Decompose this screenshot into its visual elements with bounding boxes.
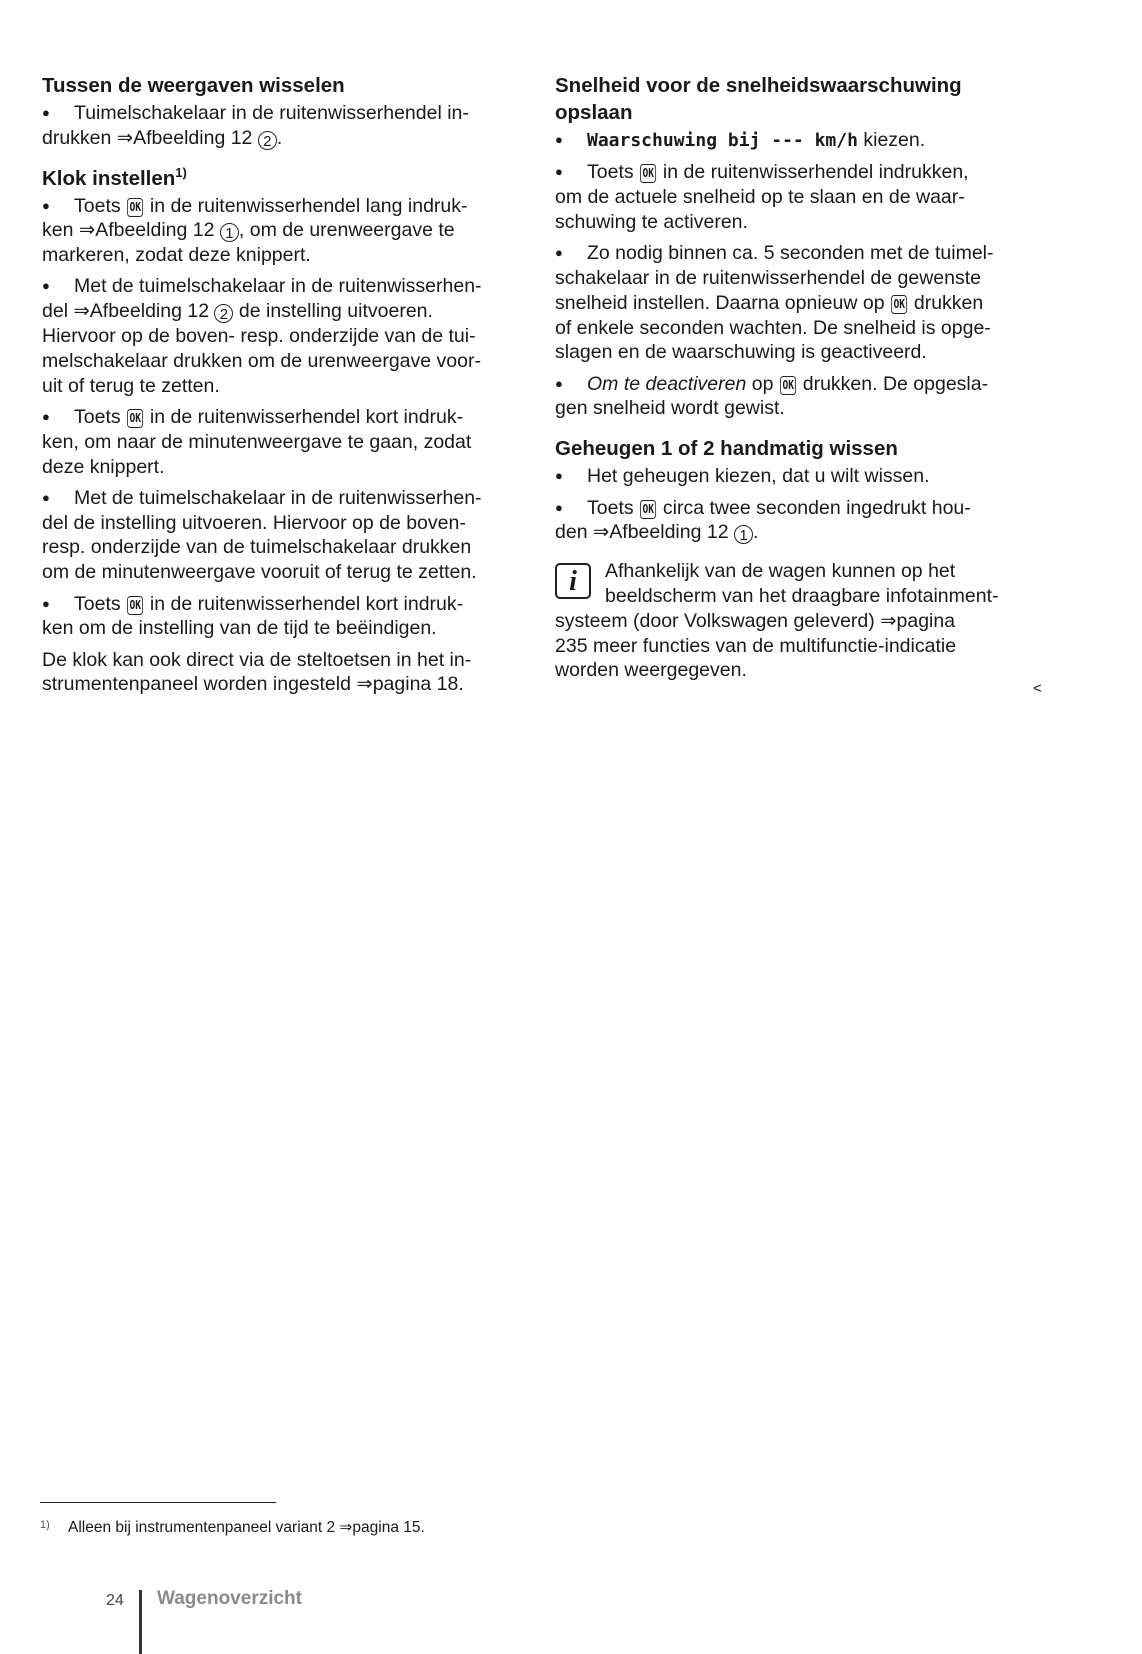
footnote-reference: 1) xyxy=(175,164,187,180)
text: snelheid instellen. Daarna opnieuw op xyxy=(555,291,890,314)
text-line xyxy=(42,648,542,673)
text: de instelling uitvoeren. xyxy=(233,300,433,323)
right-column xyxy=(555,72,1075,690)
text-line xyxy=(42,535,542,560)
bullet-item xyxy=(555,464,1075,489)
text-line xyxy=(555,340,1075,365)
text: schakelaar in de ruitenwisserhendel de gewenste xyxy=(555,266,982,289)
heading-text: Klok instellen xyxy=(42,166,176,190)
footnote-divider xyxy=(40,1502,276,1503)
bullet-item xyxy=(555,241,1075,365)
text-line xyxy=(42,455,542,480)
text: in de ruitenwisserhendel kort indruk- xyxy=(144,405,464,428)
text-line xyxy=(42,126,542,151)
text-line xyxy=(555,185,1075,210)
footnote-marker: 1) xyxy=(40,1519,50,1531)
bullet-item xyxy=(555,128,1075,154)
text-line xyxy=(555,609,1075,634)
section-heading xyxy=(555,72,1075,126)
text: markeren, zodat deze knippert. xyxy=(42,244,311,267)
bullet-item xyxy=(42,592,542,642)
bullet-icon: ● xyxy=(555,499,563,515)
bullet-item xyxy=(42,405,542,479)
text: deze knippert. xyxy=(42,455,165,478)
footnote-text: Alleen bij instrumentenpaneel variant 2 ⇒pagina 15. xyxy=(68,1519,425,1536)
text: Toets xyxy=(74,405,127,428)
text: op xyxy=(746,372,779,395)
section-end-mark: < xyxy=(1033,680,1042,697)
text: del de instelling uitvoeren. Hiervoor op de boven- xyxy=(42,511,466,534)
text-line xyxy=(555,520,1075,545)
text: drukken ⇒Afbeelding 12 xyxy=(42,126,258,149)
text: Toets xyxy=(74,592,127,615)
footnote xyxy=(40,1518,425,1537)
text: Toets xyxy=(74,194,127,217)
section-heading xyxy=(42,165,542,192)
text: del ⇒Afbeelding 12 xyxy=(42,300,215,323)
bullet-icon: ● xyxy=(555,468,563,484)
text: Zo nodig binnen ca. 5 seconden met de tuimel- xyxy=(587,242,994,265)
text-line xyxy=(555,658,1075,683)
text: uit of terug te zetten. xyxy=(42,374,220,397)
bullet-icon: ● xyxy=(42,595,50,611)
text: den ⇒Afbeelding 12 xyxy=(555,521,734,544)
left-column xyxy=(42,72,542,704)
info-note xyxy=(555,559,1075,683)
ok-key-icon: OK xyxy=(127,409,143,428)
text-line xyxy=(42,194,542,219)
bullet-item xyxy=(42,101,542,151)
text: Het geheugen kiezen, dat u wilt wissen. xyxy=(587,465,930,488)
text: . xyxy=(276,126,283,149)
text-line xyxy=(555,559,1075,584)
text: Toets xyxy=(587,161,640,184)
text-line xyxy=(42,374,542,399)
text-line xyxy=(555,241,1075,266)
ok-key-icon: OK xyxy=(127,198,143,217)
heading-text: Geheugen 1 of 2 handmatig wissen xyxy=(555,437,898,461)
info-icon: i xyxy=(555,563,591,599)
section-heading xyxy=(42,72,542,99)
circled-number-icon: 1 xyxy=(220,223,239,242)
bullet-icon: ● xyxy=(42,489,50,505)
circled-number-icon: 1 xyxy=(734,525,753,544)
bullet-icon: ● xyxy=(42,197,50,213)
text: ken ⇒Afbeelding 12 xyxy=(42,219,220,242)
text-line xyxy=(555,634,1075,659)
text-line xyxy=(42,511,542,536)
text: ken, om naar de minutenweergave te gaan, zodat xyxy=(42,430,472,453)
text: melschakelaar drukken om de urenweergave voor- xyxy=(42,349,481,372)
bullet-item xyxy=(555,496,1075,546)
ok-key-icon: OK xyxy=(780,376,796,395)
text-line xyxy=(555,291,1075,316)
text: in de ruitenwisserhendel kort indruk- xyxy=(144,592,464,615)
circled-number-icon: 2 xyxy=(214,304,233,323)
emphasis-text: Om te deactiveren xyxy=(587,372,747,395)
bullet-item xyxy=(42,194,542,268)
text: beeldscherm van het draagbare infotainment- xyxy=(605,584,999,607)
ok-key-icon: OK xyxy=(127,596,143,615)
bullet-icon: ● xyxy=(42,278,50,294)
text: resp. onderzijde van de tuimelschakelaar drukken xyxy=(42,536,472,559)
text: Hiervoor op de boven- resp. onderzijde van de tui- xyxy=(42,325,476,348)
text-line xyxy=(42,299,542,324)
text: in de ruitenwisserhendel lang indruk- xyxy=(144,194,468,217)
text-line xyxy=(555,316,1075,341)
bullet-icon: ● xyxy=(42,408,50,424)
bullet-icon: ● xyxy=(555,375,563,391)
text-line xyxy=(555,266,1075,291)
display-text: Waarschuwing bij --- km/h xyxy=(587,130,858,151)
heading-text: Tussen de weergaven wisselen xyxy=(42,74,345,97)
text-line xyxy=(555,210,1075,235)
text-line xyxy=(42,218,542,243)
text: systeem (door Volkswagen geleverd) ⇒pagina xyxy=(555,609,956,632)
section-heading xyxy=(555,435,1075,462)
text: Tuimelschakelaar in de ruitenwisserhendel in- xyxy=(74,102,469,124)
text-line xyxy=(555,128,1075,154)
bullet-item xyxy=(42,274,542,398)
text: om de minutenweergave vooruit of terug te zetten. xyxy=(42,561,477,584)
text: . xyxy=(752,521,759,544)
text-line xyxy=(42,324,542,349)
text: Afhankelijk van de wagen kunnen op het xyxy=(605,560,956,583)
section-title: Wagenoverzicht xyxy=(157,1588,302,1609)
text: strumentenpaneel worden ingesteld ⇒pagina 18. xyxy=(42,673,464,696)
text-line xyxy=(555,496,1075,521)
text-line xyxy=(555,396,1075,421)
heading-text: Snelheid voor de snelheidswaarschuwing opslaan xyxy=(555,74,962,124)
text: Toets xyxy=(587,496,640,519)
bullet-item xyxy=(555,160,1075,234)
text-line xyxy=(42,430,542,455)
text: worden weergegeven. xyxy=(555,659,747,682)
page-number: 24 xyxy=(106,1592,124,1609)
bullet-icon: ● xyxy=(555,245,563,261)
text-line xyxy=(555,372,1075,397)
text-line xyxy=(42,274,542,299)
text: circa twee seconden ingedrukt hou- xyxy=(657,496,971,519)
text-line xyxy=(42,405,542,430)
text: Met de tuimelschakelaar in de ruitenwisserhen- xyxy=(74,275,482,298)
text: in de ruitenwisserhendel indrukken, xyxy=(657,161,969,184)
text-line xyxy=(555,584,1075,609)
circled-number-icon: 2 xyxy=(258,131,277,150)
bullet-icon: ● xyxy=(555,132,563,147)
text: schuwing te activeren. xyxy=(555,210,748,233)
text: De klok kan ook direct via de steltoetsen in het in- xyxy=(42,648,472,671)
text-line xyxy=(42,486,542,511)
bullet-item xyxy=(555,372,1075,422)
text: of enkele seconden wachten. De snelheid is opge- xyxy=(555,316,991,339)
text-line xyxy=(42,243,542,268)
text-line xyxy=(42,616,542,641)
bullet-item xyxy=(42,486,542,585)
text: kiezen. xyxy=(857,129,926,151)
ok-key-icon: OK xyxy=(640,164,656,183)
footer-divider xyxy=(139,1590,142,1654)
text: Met de tuimelschakelaar in de ruitenwisserhen- xyxy=(74,486,482,509)
paragraph xyxy=(42,648,542,698)
text: 235 meer functies van de multifunctie-indicatie xyxy=(555,634,957,657)
text-line xyxy=(42,101,542,126)
text: drukken xyxy=(908,291,984,314)
text: , om de urenweergave te xyxy=(238,219,455,242)
text-line xyxy=(555,160,1075,185)
text: drukken. De opgesla- xyxy=(797,372,989,395)
ok-key-icon: OK xyxy=(891,295,907,314)
bullet-icon: ● xyxy=(555,164,563,180)
text: om de actuele snelheid op te slaan en de waar- xyxy=(555,186,965,209)
text: slagen en de waarschuwing is geactiveerd. xyxy=(555,341,927,364)
text-line xyxy=(42,349,542,374)
ok-key-icon: OK xyxy=(640,500,656,519)
bullet-icon: ● xyxy=(42,105,50,120)
text-line xyxy=(555,464,1075,489)
text-line xyxy=(42,592,542,617)
text: ken om de instelling van de tijd te beëindigen. xyxy=(42,617,437,640)
text-line xyxy=(42,672,542,697)
text: gen snelheid wordt gewist. xyxy=(555,397,785,420)
text-line xyxy=(42,560,542,585)
